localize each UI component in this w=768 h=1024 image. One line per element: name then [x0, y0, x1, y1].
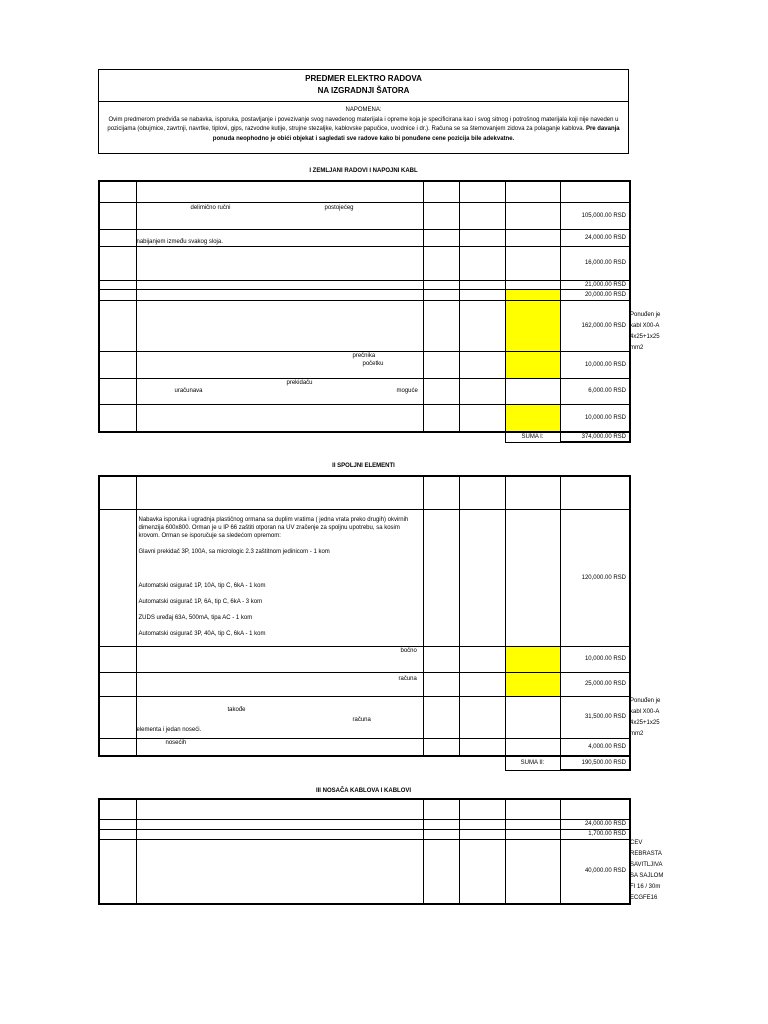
side-note: Ponuđen je kabl X00-A 4x25+1x25 mm2: [630, 312, 661, 351]
desc-fragment: moguće: [396, 387, 418, 394]
price-cell: 24,000.00 RSD: [560, 229, 630, 246]
section-1-table: [98, 180, 631, 443]
note-heading: NAPOMENA:: [345, 107, 382, 113]
highlight-cell: [505, 289, 560, 300]
side-note: CEV REBRASTA SAVITLJIVA SA SAJLOM FI 16 / 30m ECGFE16: [630, 840, 664, 901]
price-cell: 40,000.00 RSD: [560, 839, 630, 904]
table-row: [99, 646, 630, 672]
title-line-1: PREDMER ELEKTRO RADOVA: [305, 74, 422, 83]
sum-row: [99, 756, 630, 770]
sum-value: 374,000.00 RSD: [560, 432, 630, 442]
item-line: Automatski osigurač 1P, 10A, tip C, 6kA - 1 kom: [138, 582, 266, 589]
highlight-cell: [505, 351, 560, 378]
table-row: [99, 672, 630, 696]
sum-value: 190,500.00 RSD: [560, 756, 630, 770]
section-3-title: III NOSAČA KABLOVA I KABLOVI: [315, 788, 412, 794]
item-intro: Nabavka isporuka i ugradnja plastičnog ormana sa duplim vratima ( jedna vrata preko drugih) okvirnih dimenzija 600x800. Orman je u IP 66 zaštiti otporan na UV zračenje za spoljnu upotrebu, sa kosim krovom. Orman se isporučuje sa sledećom opremom:: [138, 516, 409, 539]
desc-fragment: takođe: [227, 706, 246, 713]
note-bold-text: Pre davanja ponuda neophodno je obići objekat i sagledati sve radove kako bi ponuđene cene pozicija bile adekvatne.: [212, 126, 620, 142]
table-row: [99, 300, 630, 351]
item-line: Glavni prekidač 3P, 100A, sa micrologic 2.3 zaštitnom jedinicom - 1 kom: [138, 548, 330, 555]
desc-fragment: početku: [362, 360, 384, 367]
title-line-2: NA IZGRADNJI ŠATORA: [317, 86, 410, 95]
note-text: Ovim predmerom predviđa se nabavka, isporuka, postavljanje i povezivanje svog navedenog materijala i opreme koja je specificirana kao i svog sitnog i potrošnog materijala koji nije naveden u pozicijama (obujmice, zavrtnji, navrtke, tiplovi, gips, razvodne kutije, strujne stezaljke, kablovske papučice, uvodnice i dr.). Računa se sa štemovanjem zidova za polaganje kablova.: [107, 116, 619, 132]
section-2-table: [98, 475, 631, 771]
price-cell: 1,700.00 RSD: [560, 829, 630, 839]
item-line: ZUDS uređaj 63A, 500mA, tipa AC - 1 kom: [138, 614, 253, 621]
side-note: Ponuđen je kabl X00-A 4x25+1x25 mm2: [630, 698, 661, 737]
desc-fragment: bočno: [400, 647, 417, 654]
item-line: Automatski osigurač 1P, 6A, tip C, 6kA - 3 kom: [138, 598, 263, 605]
header-divider: [99, 101, 628, 102]
price-cell: 4,000.00 RSD: [560, 738, 630, 756]
section-3-table: [98, 798, 631, 905]
highlight-cell: [505, 404, 560, 432]
price-cell: 10,000.00 RSD: [560, 351, 630, 378]
table-header-row: [99, 181, 630, 202]
table-row: [99, 738, 630, 756]
desc-fragment: postojećeg: [324, 204, 354, 211]
table-header-row: [99, 799, 630, 819]
table-row: [99, 202, 630, 229]
desc-fragment: prekidaču: [286, 379, 313, 386]
document-title: [99, 73, 628, 97]
desc-fragment: nosećih: [165, 739, 187, 746]
price-cell: 105,000.00 RSD: [560, 202, 630, 229]
sum-label: SUMA II:: [505, 756, 560, 770]
desc-fragment: računa: [398, 675, 417, 682]
desc-fragment: uračunava: [174, 387, 203, 394]
table-row: [99, 351, 630, 378]
highlight-cell: [505, 646, 560, 672]
price-cell: 120,000.00 RSD: [560, 509, 630, 646]
item-line: Automatski osigurač 3P, 40A, tip C, 6kA - 1 kom: [138, 630, 266, 637]
table-row: [99, 829, 630, 839]
highlight-cell: [505, 672, 560, 696]
price-cell: 162,000.00 RSD: [560, 300, 630, 351]
table-row: [99, 404, 630, 432]
desc-fragment: nabijanjem između svakog sloja.: [136, 238, 223, 245]
price-cell: 25,000.00 RSD: [560, 672, 630, 696]
table-row: [99, 839, 630, 904]
table-row: [99, 289, 630, 300]
table-row: [99, 229, 630, 246]
section-1-title: I ZEMLJANI RADOVI I NAPOJNI KABL: [309, 168, 418, 174]
desc-fragment: delimično ručni: [190, 204, 231, 211]
sum-row: [99, 432, 630, 442]
table-row: [99, 819, 630, 829]
price-cell: 21,000.00 RSD: [560, 280, 630, 289]
table-row: [99, 509, 630, 646]
note-block: [105, 106, 622, 144]
price-cell: 20,000.00 RSD: [560, 289, 630, 300]
desc-fragment: prečnika: [352, 352, 376, 359]
desc-fragment: elementa i jedan noseći.: [136, 726, 202, 733]
section-2-title: II SPOLJNI ELEMENTI: [332, 463, 395, 469]
price-cell: 24,000.00 RSD: [560, 819, 630, 829]
table-header-row: [99, 476, 630, 509]
header-box: [98, 69, 629, 154]
table-row: [99, 696, 630, 738]
price-cell: 10,000.00 RSD: [560, 404, 630, 432]
price-cell: 31,500.00 RSD: [560, 696, 630, 738]
price-cell: 16,000.00 RSD: [560, 246, 630, 280]
table-row: [99, 280, 630, 289]
item-description: [136, 509, 423, 646]
highlight-cell: [505, 300, 560, 351]
table-row: [99, 246, 630, 280]
sum-label: SUMA I:: [505, 432, 560, 442]
price-cell: 6,000.00 RSD: [560, 378, 630, 404]
price-cell: 10,000.00 RSD: [560, 646, 630, 672]
desc-fragment: računa: [352, 716, 371, 723]
table-row: [99, 378, 630, 404]
